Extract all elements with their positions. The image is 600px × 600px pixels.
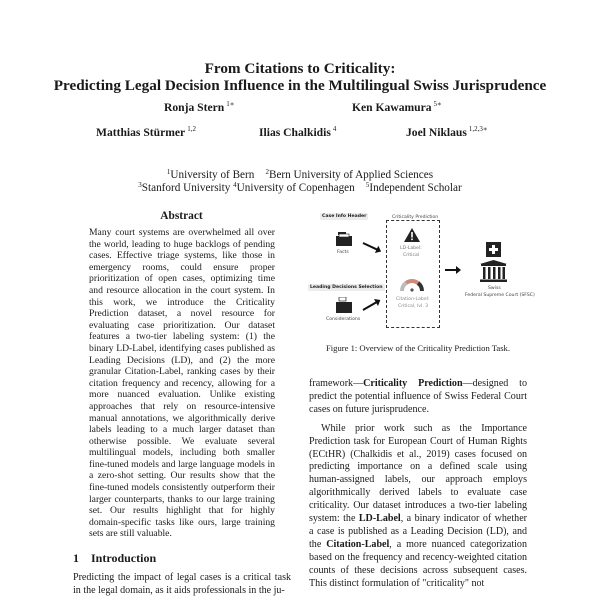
facts-label: Facts xyxy=(337,250,349,255)
folder-document-icon xyxy=(336,297,352,313)
figure-caption: Figure 1: Overview of the Criticality Prediction Task. xyxy=(326,343,510,353)
warning-icon xyxy=(404,228,420,242)
author-matthias-stuermer: Matthias Stürmer $^{1,2}$ xyxy=(96,125,196,139)
arrow-considerations-to-prediction xyxy=(363,301,379,311)
court-name: Federal Supreme Court (SFSC) xyxy=(465,293,535,298)
citation-label-text: Citation-Label: xyxy=(396,297,430,302)
abstract-text: Many court systems are overwhelmed all over the world, leading to huge backlogs of pending cases. Effective triage systems, like those in emergency rooms, could ensure proper prioritization of open cases, optimizing time and resource allocation in the court system. In this work, we introduce the Criticality Prediction dataset, a novel resource for evaluating case prioritization. Our dataset features a two-tier labeling system: (1) the binary LD-Label, identifying cases published as Leading Decisions (LD), and (2) the more granular Citation-Label, ranking cases by their citation frequency and recency, allowing for a more nuanced evaluation. Unlike existing approaches that rely on resource-intensive manual annotations, we algorithmically derive labels leading to a much larger dataset than otherwise possible. We evaluate several multilingual models, including both smaller fine-tuned models and large language models in a zero-shot setting. Our results show that the fine-tuned models consistently outperform their larger counterparts, thanks to our large training set. Our results highlight that for highly domain-specific tasks like ours, large training sets are still valuable. xyxy=(89,227,275,540)
affiliations-line2: $^3$Stanford University $^4$University of Copenhagen $^5$Independent Scholar xyxy=(138,181,462,194)
paragraph-framework: framework—Criticality Prediction—designed to predict the potential influence of Swiss Federal Court cases on future jurisprudence. xyxy=(309,378,527,415)
considerations-label: Considerations xyxy=(326,317,361,322)
folder-icon xyxy=(336,232,352,246)
abstract-heading: Abstract xyxy=(160,210,203,222)
case-info-header-tag: Case Info Header xyxy=(322,214,367,219)
paper-title-line1: From Citations to Criticality: xyxy=(204,60,396,77)
author-joel-niklaus: Joel Niklaus $^{1,2,3∗}$ xyxy=(406,125,488,139)
arrow-facts-to-prediction xyxy=(363,242,379,251)
right-column-body xyxy=(309,378,527,591)
ld-label-value: Critical xyxy=(403,253,420,258)
courthouse-icon xyxy=(480,260,507,282)
figure-criticality-overview xyxy=(308,210,533,328)
gauge-icon xyxy=(400,278,424,292)
author-ilias-chalkidis: Ilias Chalkidis $^4$ xyxy=(259,125,337,139)
first-aid-icon xyxy=(486,242,501,257)
paper-title-line2: Predicting Legal Decision Influence in the Multilingual Swiss Jurisprudence xyxy=(53,77,547,94)
criticality-prediction-label: Criticality Prediction xyxy=(392,215,439,220)
ld-label-text: LD-Label: xyxy=(400,246,422,251)
author-ronja-stern: Ronja Stern $^{1∗}$ xyxy=(164,100,235,114)
paragraph-prior-work: While prior work such as the Importance Prediction task for European Court of Human Rights (ECtHR) (Chalkidis et al., 2019) cases focused on predicting importance on a defined scale using human-assigned labels, our approach employs algorithmically derived labels to evaluate case criticality. Our dataset introduces a two-tier labeling system: the LD-Label, a binary indicator of whether a case is published as a Leading Decision (LD), and the Citation-Label, a more nuanced categorization based on the frequency and recency-weighted citation counts of these decisions across subsequent cases. This distinct formulation of "criticality" not xyxy=(309,422,527,589)
abstract-body xyxy=(89,227,275,540)
citation-label-value: Critical, lvl. 3 xyxy=(398,304,429,309)
affiliations-line1: $^1$University of Bern $^2$Bern University of Applied Sciences xyxy=(166,168,434,181)
court-label: Swiss xyxy=(488,286,501,291)
section-heading-introduction: 1 Introduction xyxy=(73,551,157,565)
leading-decisions-selection-tag: Leading Decisions Selection xyxy=(310,285,383,290)
arrow-prediction-to-court xyxy=(445,269,458,271)
author-ken-kawamura: Ken Kawamura $^{5∗}$ xyxy=(352,100,442,114)
introduction-body: Predicting the impact of legal cases is a critical task in the legal domain, as it aids professionals in the ju- xyxy=(73,572,291,596)
